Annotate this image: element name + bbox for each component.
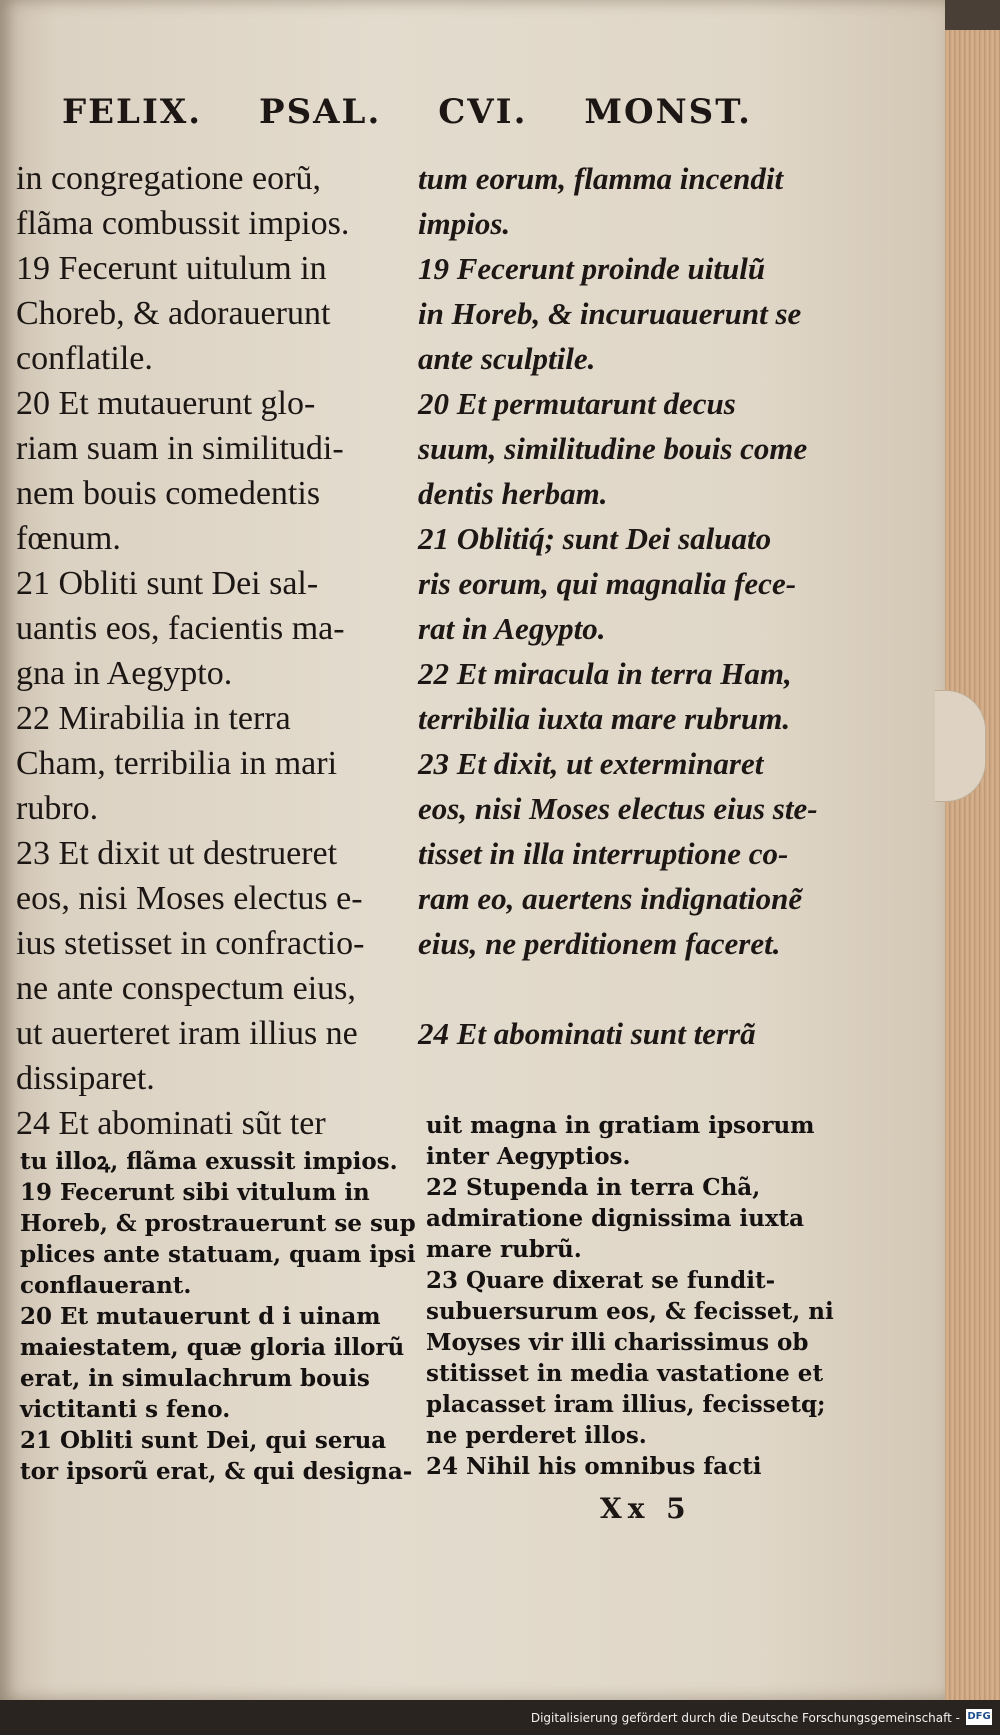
text-line: Cham, terribilia in mari: [16, 745, 338, 782]
text-line: 24 Et abominati sũt ter: [16, 1105, 326, 1142]
text-line: 20 Et mutauerunt d i uinam: [20, 1303, 381, 1330]
running-header: [62, 92, 752, 132]
text-line: ut auerteret iram illius ne: [16, 1015, 358, 1052]
right-column-italic: [418, 156, 838, 1056]
text-line: placasset iram illius, fecissetq;: [426, 1391, 826, 1418]
text-line: 22 Mirabilia in terra: [16, 700, 291, 737]
text-line: maiestatem, quæ gloria illorũ: [20, 1334, 405, 1361]
text-line: eius, ne perditionem faceret.: [418, 926, 781, 961]
text-line: conflauerant.: [20, 1272, 192, 1299]
text-line: ram eo, auertens indignationẽ: [418, 881, 803, 916]
text-line: rat in Aegypto.: [418, 611, 606, 646]
text-line: in congregatione eorũ,: [16, 160, 321, 197]
text-line: dissiparet.: [16, 1060, 155, 1097]
text-line: ris eorum, qui magnalia fece-: [418, 566, 797, 601]
text-line: 23 Et dixit, ut exterminaret: [418, 746, 764, 781]
text-line: Moyses vir illi charissimus ob: [426, 1329, 809, 1356]
text-line: eos, nisi Moses electus e-: [16, 880, 363, 917]
text-line: tisset in illa interruptione co-: [418, 836, 789, 871]
text-line: stitisset in media vastatione et: [426, 1360, 824, 1387]
blackletter-right-block: [426, 1110, 846, 1482]
funding-credit: Digitalisierung gefördert durch die Deutsche Forschungsgemeinschaft -: [530, 1711, 960, 1725]
text-line: terribilia iuxta mare rubrum.: [418, 701, 791, 736]
text-line: 24 Et abominati sunt terrã: [418, 1016, 756, 1051]
text-line: tu illoꝝ, flãma exussit impios.: [20, 1148, 398, 1175]
text-line: 21 Obliti sunt Dei sal-: [16, 565, 319, 602]
header-word-psal: PSAL.: [259, 92, 382, 132]
text-line: 19 Fecerunt sibi vitulum in: [20, 1179, 370, 1206]
text-line: eos, nisi Moses electus eius ste-: [418, 791, 818, 826]
text-line: fœnum.: [16, 520, 121, 557]
blackletter-left-block: [20, 1146, 420, 1487]
text-line: admiratione dignissima iuxta: [426, 1205, 805, 1232]
text-line: Choreb, & adorauerunt: [16, 295, 331, 332]
text-line: in Horeb, & incuruauerunt se: [418, 296, 802, 331]
text-line: suum, similitudine bouis come: [418, 431, 808, 466]
thumb-tab: [935, 690, 986, 802]
left-column-roman: [16, 156, 411, 1146]
text-line: tor ipsorũ erat, & qui designa-: [20, 1458, 413, 1485]
text-line-blank: [418, 966, 838, 1011]
text-line: Horeb, & prostrauerunt se sup: [20, 1210, 416, 1237]
text-line: 19 Fecerunt proinde uitulũ: [418, 251, 766, 286]
header-word-monst: MONST.: [584, 92, 752, 132]
text-line: riam suam in similitudi-: [16, 430, 344, 467]
text-line: nem bouis comedentis: [16, 475, 321, 512]
text-line: 20 Et permutarunt decus: [418, 386, 736, 421]
text-line: 19 Fecerunt uitulum in: [16, 250, 327, 287]
text-line: ne perderet illos.: [426, 1422, 647, 1449]
text-line: 20 Et mutauerunt glo-: [16, 385, 316, 422]
signature-mark: Xx 5: [600, 1492, 692, 1525]
text-line: ius stetisset in confractio-: [16, 925, 365, 962]
text-line: uit magna in gratiam ipsorum: [426, 1112, 815, 1139]
text-line: uantis eos, facientis ma-: [16, 610, 345, 647]
text-line: gna in Aegypto.: [16, 655, 233, 692]
text-line: impios.: [418, 206, 511, 241]
text-line: plices ante statuam, quam ipsi: [20, 1241, 416, 1268]
text-line: victitanti s feno.: [20, 1396, 231, 1423]
text-line: inter Aegyptios.: [426, 1143, 631, 1170]
text-line: mare rubrũ.: [426, 1236, 582, 1263]
dfg-logo: DFG: [966, 1709, 992, 1725]
text-line: 23 Et dixit ut destrueret: [16, 835, 338, 872]
text-line: ante sculptile.: [418, 341, 596, 376]
text-line: ne ante conspectum eius,: [16, 970, 356, 1007]
text-line: 22 Et miracula in terra Ham,: [418, 656, 792, 691]
text-line: 22 Stupenda in terra Chã,: [426, 1174, 761, 1201]
text-line: erat, in simulachrum bouis: [20, 1365, 370, 1392]
text-line: subuersurum eos, & fecisset, ni: [426, 1298, 834, 1325]
text-line: flãma combussit impios.: [16, 205, 350, 242]
header-word-cvi: CVI.: [438, 92, 528, 132]
text-line: conflatile.: [16, 340, 153, 377]
text-line: rubro.: [16, 790, 99, 827]
text-line: 21 Oblitiq́; sunt Dei saluato: [418, 521, 772, 556]
text-line: 24 Nihil his omnibus facti: [426, 1453, 762, 1480]
page-edges: [945, 30, 1000, 1700]
text-line: 23 Quare dixerat se fundit-: [426, 1267, 776, 1294]
text-line: dentis herbam.: [418, 476, 608, 511]
header-word-felix: FELIX.: [62, 92, 203, 132]
text-line: tum eorum, flamma incendit: [418, 161, 784, 196]
text-line: 21 Obliti sunt Dei, qui serua: [20, 1427, 387, 1454]
